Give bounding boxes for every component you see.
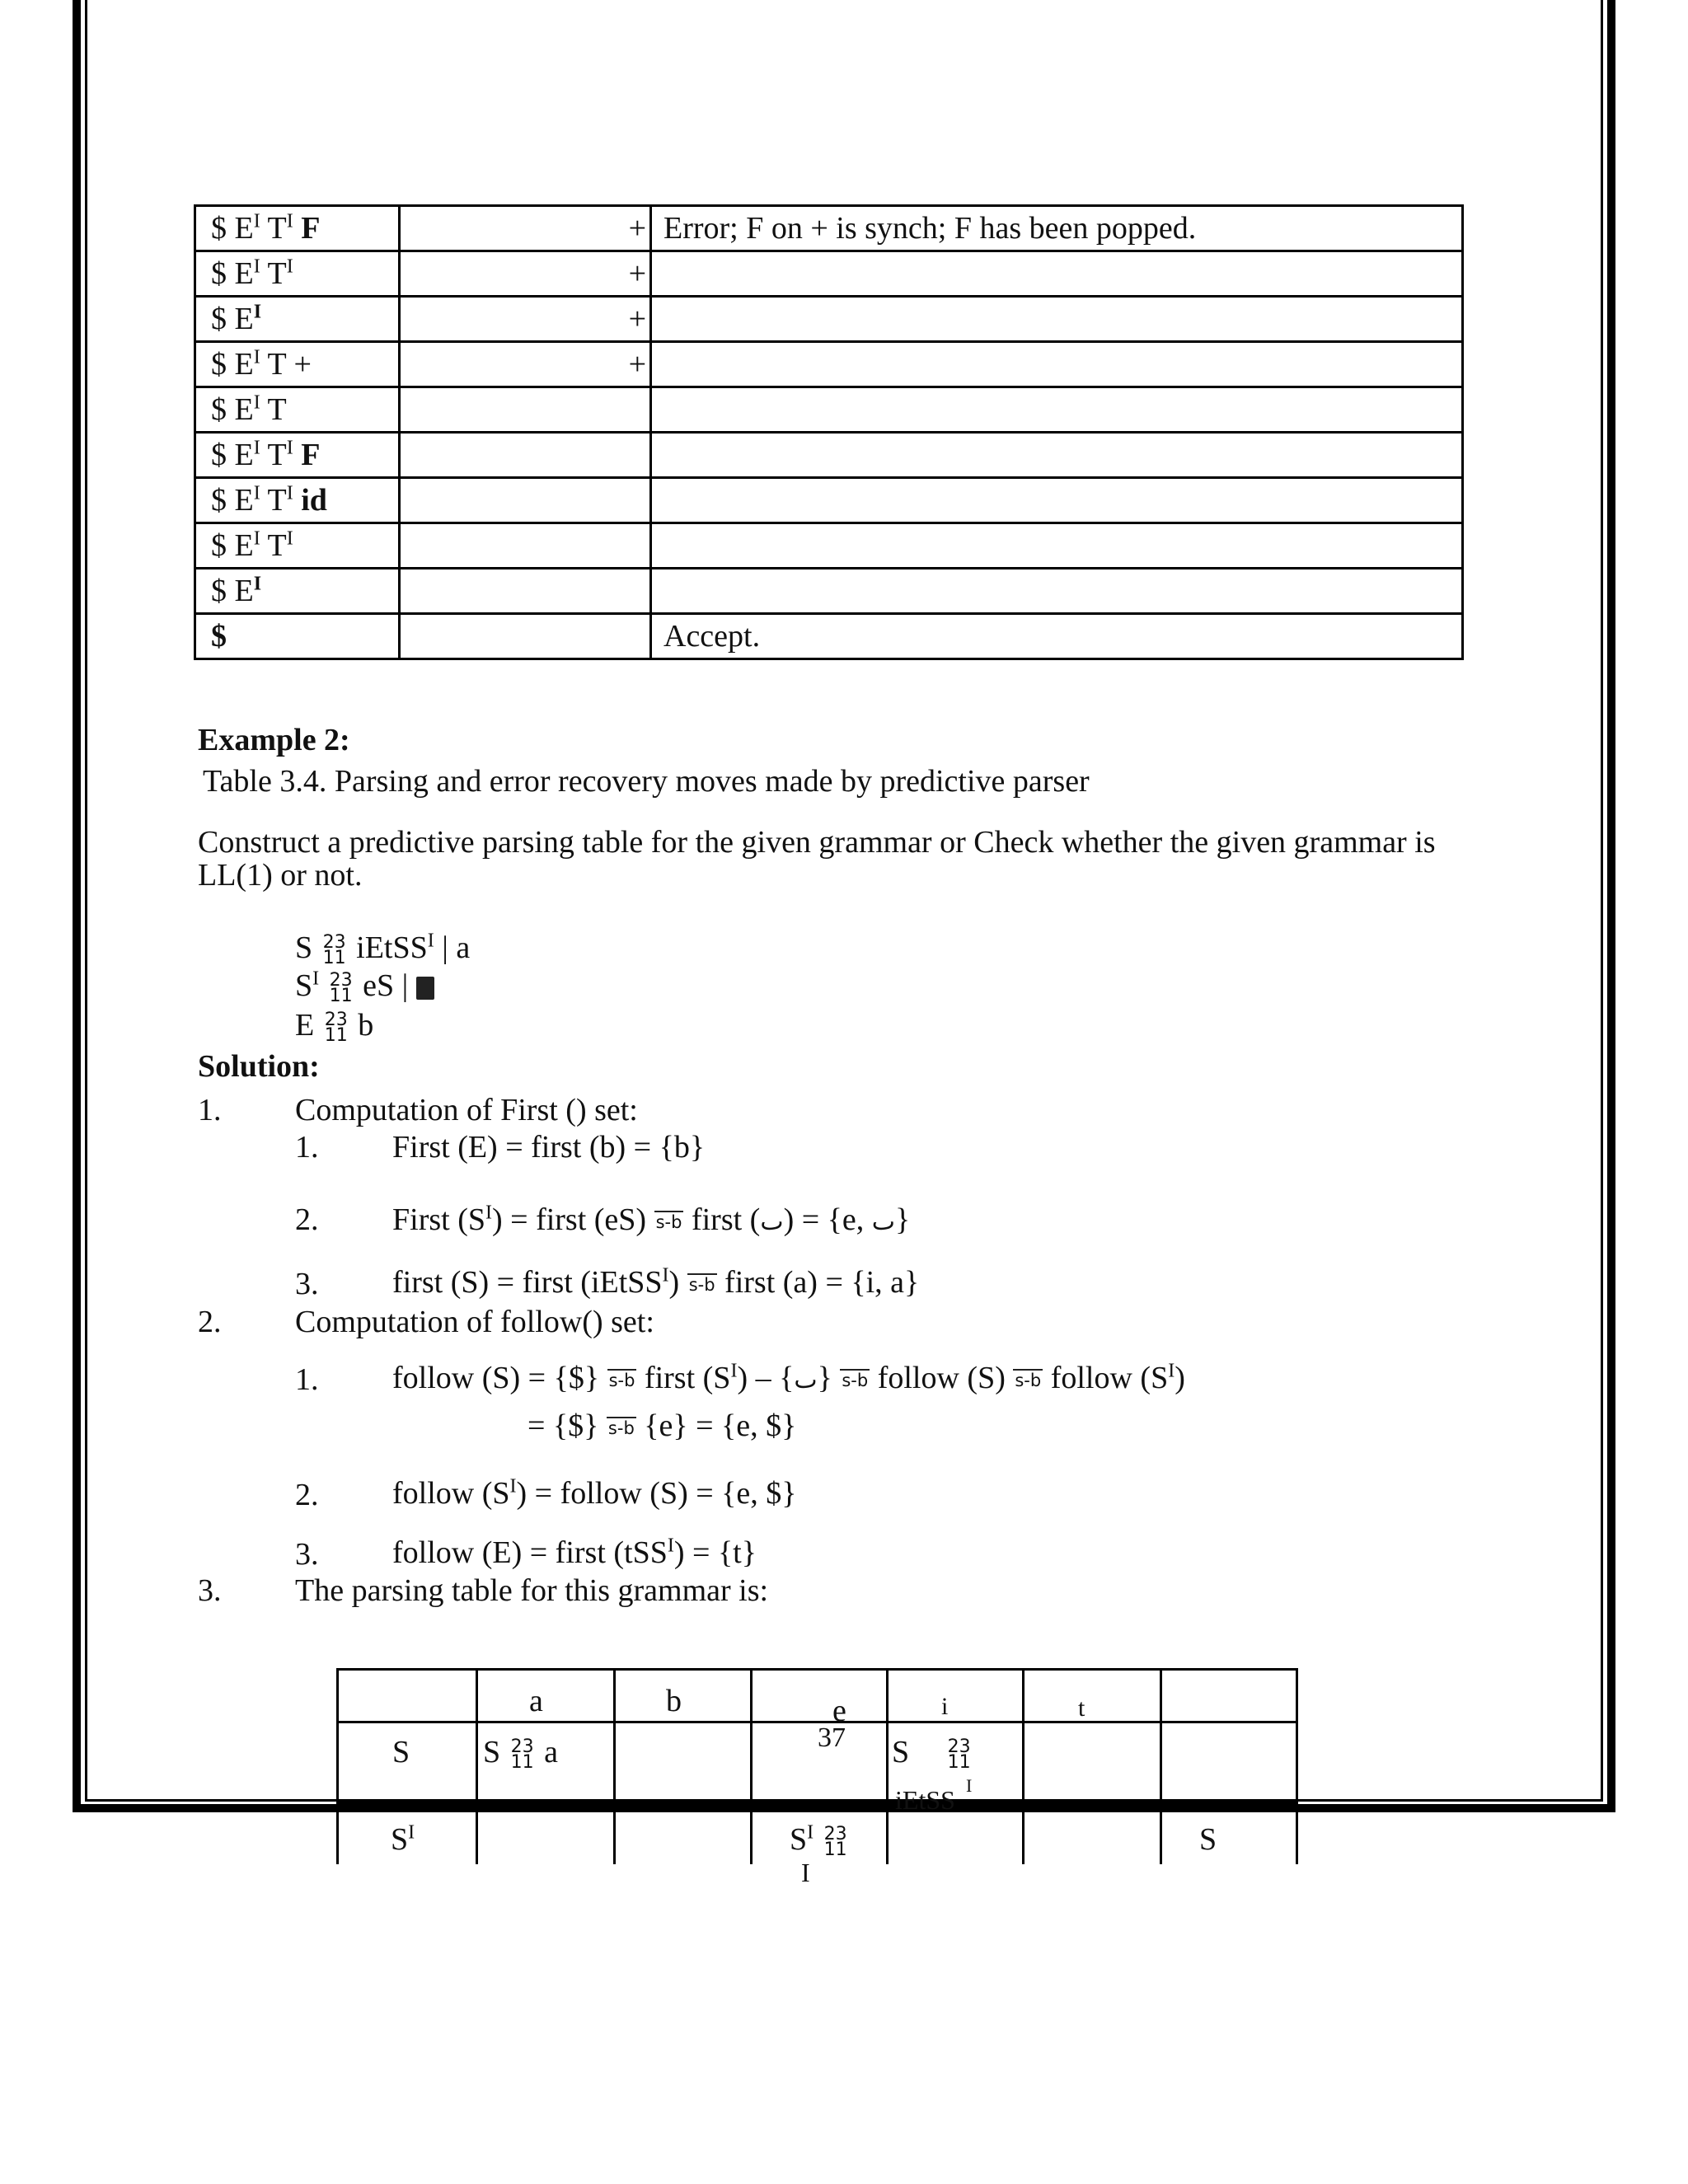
problem-statement-line2: LL(1) or not. [198, 858, 363, 893]
trace-stack-cell [195, 614, 400, 659]
trace-input-cell [400, 478, 651, 523]
step-number-3: 3. [198, 1573, 222, 1608]
trace-output-cell [651, 478, 1463, 523]
ptable-col-line [476, 1668, 478, 1864]
rule3-rhs: b [358, 1008, 374, 1043]
follow-item-2 [392, 1475, 797, 1511]
ptable-line-row2 [336, 1802, 1297, 1804]
union-symbol: s-b [1015, 1371, 1042, 1391]
trace-stack-part: I [286, 210, 293, 232]
ptable-col-line [613, 1668, 616, 1864]
f2-part-c: first ( [691, 1202, 761, 1237]
trace-stack-part: $ E [211, 211, 254, 246]
epsilon-symbol: ٮ [871, 1207, 896, 1236]
f2-part-e: } [895, 1202, 911, 1237]
arrow-bottom: 11 [823, 1840, 847, 1861]
arrow-top: 23 [510, 1736, 534, 1758]
rule1-tail: | a [434, 930, 471, 965]
ptable-row1-a [483, 1734, 559, 1774]
trace-stack-cell [195, 569, 400, 614]
step-title-first: Computation of First () set: [295, 1093, 638, 1127]
w1-part-c: ) – { [737, 1361, 795, 1395]
trace-input-cell [400, 569, 651, 614]
prime-mark: I [1168, 1360, 1175, 1382]
ptable-row2-last: S [1199, 1822, 1217, 1857]
trace-stack-part: F [293, 438, 321, 472]
arrow-top: 23 [329, 970, 353, 991]
union-symbol: s-b [688, 1275, 715, 1296]
trace-stack-cell [195, 478, 400, 523]
prime-mark: I [667, 1535, 674, 1557]
ptable-header-i: i [941, 1693, 949, 1720]
trace-stack-part: T + [260, 347, 312, 382]
trace-output-cell [651, 342, 1463, 387]
f2-part-a: First (S [392, 1202, 485, 1237]
trace-output-cell [651, 251, 1463, 297]
prime-mark: I [662, 1264, 669, 1286]
trace-stack-cell [195, 523, 400, 569]
trace-row [195, 478, 1463, 523]
w1-part-b: first (S [644, 1361, 731, 1395]
problem-statement-line1: Construct a predictive parsing table for the given grammar or Check whether the given grammar is [198, 825, 1436, 860]
trace-stack-part: I [253, 482, 260, 504]
w1-part-e: follow (S) [877, 1361, 1006, 1395]
arrow-top: 23 [947, 1736, 971, 1758]
arrow-glyph [822, 1824, 850, 1861]
w1-part-d: } [817, 1361, 832, 1395]
arrow-bottom: 11 [947, 1752, 971, 1774]
trace-row [195, 433, 1463, 478]
trace-stack-part: F [293, 211, 321, 246]
ptable-col-line [336, 1668, 339, 1864]
epsilon-symbol: ٮ [794, 1366, 818, 1394]
trace-output-cell [651, 569, 1463, 614]
step-title-parsing-table: The parsing table for this grammar is: [295, 1573, 769, 1608]
w3-part-b: ) = {t} [673, 1535, 757, 1570]
trace-stack-part: I [253, 437, 260, 459]
trace-stack-part: T [260, 438, 287, 472]
solution-heading: Solution: [198, 1049, 320, 1084]
ptable-header-e: e [832, 1694, 846, 1728]
w2-part-a: follow (S [392, 1476, 510, 1511]
rule2-lhs: S [295, 968, 313, 1003]
rule1-lhs: S [295, 930, 313, 965]
ptable-row2-e [790, 1821, 850, 1861]
trace-stack-part: I [253, 391, 260, 414]
trace-input-cell: + [400, 251, 651, 297]
arrow-glyph [327, 970, 355, 1007]
arrow-top: 23 [823, 1824, 847, 1845]
trace-stack-part: $ E [211, 392, 254, 427]
ptable-row1-i-rhs: iEtSS [895, 1785, 955, 1815]
ptable-row1-label: S [392, 1735, 410, 1769]
trace-stack-part: $ [211, 619, 227, 654]
trace-stack-part: I [253, 210, 260, 232]
ptable-row1-a-lhs: S [483, 1735, 501, 1769]
trace-row [195, 387, 1463, 433]
trace-stack-part: I [286, 255, 293, 278]
w1-part-a: follow (S) = {$} [392, 1361, 600, 1395]
ptable-col-line [886, 1668, 889, 1864]
ptable-row2-label-text: S [391, 1822, 409, 1857]
trace-input-cell [400, 614, 651, 659]
trace-input-cell [400, 523, 651, 569]
ptable-header-a: a [529, 1684, 543, 1718]
arrow-bottom: 11 [329, 986, 353, 1007]
ptable-row1-i [892, 1734, 973, 1774]
example-heading: Example 2: [198, 723, 350, 757]
trace-output-cell [651, 297, 1463, 342]
trace-stack-part: I [286, 482, 293, 504]
first-item-3-number: 3. [295, 1267, 319, 1301]
trace-stack-cell [195, 433, 400, 478]
trace-stack-part: I [286, 437, 293, 459]
union-symbol: s-b [607, 1418, 635, 1439]
trace-input-cell [400, 433, 651, 478]
arrow-bottom: 11 [322, 948, 346, 969]
trace-stack-cell [195, 387, 400, 433]
trace-input-cell: + [400, 297, 651, 342]
trace-stack-cell [195, 342, 400, 387]
trace-stack-cell [195, 206, 400, 251]
page-border-right-inner [1601, 0, 1603, 1802]
trace-row [195, 342, 1463, 387]
prime-mark: I [509, 1475, 517, 1497]
follow-item-1-number: 1. [295, 1362, 319, 1397]
trace-stack-cell [195, 251, 400, 297]
arrow-glyph [321, 932, 349, 969]
trace-stack-part: $ E [211, 302, 254, 336]
trace-stack-part: T [260, 483, 287, 518]
trace-row [195, 523, 1463, 569]
ptable-row2-e-lhs: S [790, 1822, 808, 1857]
table-caption: Table 3.4. Parsing and error recovery moves made by predictive parser [203, 764, 1090, 799]
trace-stack-part: T [260, 256, 287, 291]
ptable-col-line [1296, 1668, 1298, 1864]
prime-mark: I [408, 1821, 415, 1844]
arrow-top: 23 [322, 932, 346, 954]
rule1-rhs: iEtSS [356, 930, 428, 965]
grammar-rule-2 [295, 968, 434, 1007]
w1-part-f: follow (S [1050, 1361, 1169, 1395]
w1-part-g: ) [1175, 1361, 1185, 1395]
parser-trace-table [194, 204, 1464, 660]
ptable-row1-a-rhs: a [544, 1735, 559, 1769]
page-border-bottom-outer [73, 1804, 1615, 1812]
ptable-header-t: t [1078, 1694, 1085, 1722]
prime-mark: I [427, 930, 434, 952]
arrow-top: 23 [324, 1010, 348, 1031]
trace-output-cell: Accept. [651, 614, 1463, 659]
trace-stack-part: $ E [211, 256, 254, 291]
w2-part-b: ) = follow (S) = {e, $} [516, 1476, 797, 1511]
trace-row [195, 297, 1463, 342]
first-item-2-number: 2. [295, 1202, 319, 1237]
trace-input-cell [400, 387, 651, 433]
follow-item-1 [392, 1360, 1185, 1396]
union-symbol: s-b [608, 1371, 635, 1391]
w1b-part-a: = {$} [528, 1408, 599, 1443]
trace-output-cell [651, 433, 1463, 478]
follow-item-2-number: 2. [295, 1478, 319, 1512]
ptable-col-line [750, 1668, 753, 1864]
trace-stack-part: T [260, 392, 287, 427]
ptable-row1-e: 37 [818, 1722, 846, 1753]
trace-row [195, 251, 1463, 297]
prime-mark: I [485, 1202, 492, 1224]
trace-input-cell: + [400, 342, 651, 387]
trace-input-cell: + [400, 206, 651, 251]
trace-output-cell: Error; F on + is synch; F has been popped. [651, 206, 1463, 251]
epsilon-glyph-icon [416, 977, 434, 1000]
trace-stack-part: I [253, 573, 262, 595]
ptable-row1-i-lhs: S [892, 1735, 910, 1769]
ptable-line-top [336, 1668, 1297, 1671]
trace-stack-part: I [253, 346, 260, 368]
trace-stack-part: $ E [211, 483, 254, 518]
trace-stack-part: I [286, 527, 293, 550]
grammar-rule-3 [295, 1007, 374, 1047]
prime-mark: I [730, 1360, 738, 1382]
first-item-1: First (E) = first (b) = {b} [392, 1130, 706, 1165]
rule3-lhs: E [295, 1008, 315, 1043]
rule2-rhs: eS | [363, 968, 416, 1003]
trace-stack-part: $ E [211, 347, 254, 382]
arrow-bottom: 11 [324, 1025, 348, 1047]
trace-stack-part: T [260, 211, 287, 246]
follow-item-3 [392, 1535, 757, 1571]
ptable-col-line [1160, 1668, 1162, 1864]
first-item-3 [392, 1264, 919, 1301]
trace-stack-part: T [260, 528, 287, 563]
trace-stack-part: id [293, 483, 327, 518]
prime-mark: I [807, 1821, 814, 1844]
arrow-bottom: 11 [510, 1752, 534, 1774]
first-item-1-number: 1. [295, 1130, 319, 1165]
trace-stack-part: $ E [211, 438, 254, 472]
page-border-left-inner [85, 0, 87, 1802]
w1b-part-b: {e} = {e, $} [644, 1408, 797, 1443]
w3-part-a: follow (E) = first (tSS [392, 1535, 668, 1570]
ptable-row2-e-below: I [801, 1858, 810, 1887]
ptable-header-b: b [666, 1684, 682, 1718]
trace-stack-part: I [253, 255, 260, 278]
arrow-glyph [322, 1010, 350, 1047]
trace-row [195, 206, 1463, 251]
ptable-line-mid [336, 1721, 1297, 1723]
grammar-rule-1 [295, 930, 471, 969]
f3-part-b: ) [668, 1265, 680, 1300]
ptable-col-line [1022, 1668, 1025, 1864]
page-border-right-outer [1607, 0, 1615, 1810]
trace-output-cell [651, 523, 1463, 569]
trace-stack-part: $ E [211, 574, 254, 608]
step-number-1: 1. [198, 1093, 222, 1127]
step-title-follow: Computation of follow() set: [295, 1305, 654, 1339]
trace-row [195, 614, 1463, 659]
ptable-row2-label [391, 1821, 415, 1858]
follow-item-1-continued [528, 1408, 796, 1444]
trace-stack-part: I [253, 301, 262, 323]
ptable-row1-i-prime: I [966, 1775, 973, 1796]
union-symbol: s-b [842, 1371, 869, 1391]
page-border-left-outer [73, 0, 81, 1810]
first-item-2 [392, 1202, 910, 1238]
f3-part-c: first (a) = {i, a} [724, 1265, 920, 1300]
trace-row [195, 569, 1463, 614]
union-symbol: s-b [655, 1212, 682, 1233]
step-number-2: 2. [198, 1305, 222, 1339]
arrow-glyph [509, 1736, 537, 1774]
trace-output-cell [651, 387, 1463, 433]
trace-stack-part: I [253, 527, 260, 550]
prime-mark: I [312, 968, 320, 990]
trace-stack-cell [195, 297, 400, 342]
f2-part-b: ) = first (eS) [491, 1202, 647, 1237]
epsilon-symbol: ٮ [760, 1207, 784, 1236]
arrow-glyph [945, 1736, 973, 1774]
follow-item-3-number: 3. [295, 1537, 319, 1572]
f3-part-a: first (S) = first (iEtSS [392, 1265, 663, 1300]
f2-part-d: ) = {e, [783, 1202, 865, 1237]
trace-stack-part: $ E [211, 528, 254, 563]
